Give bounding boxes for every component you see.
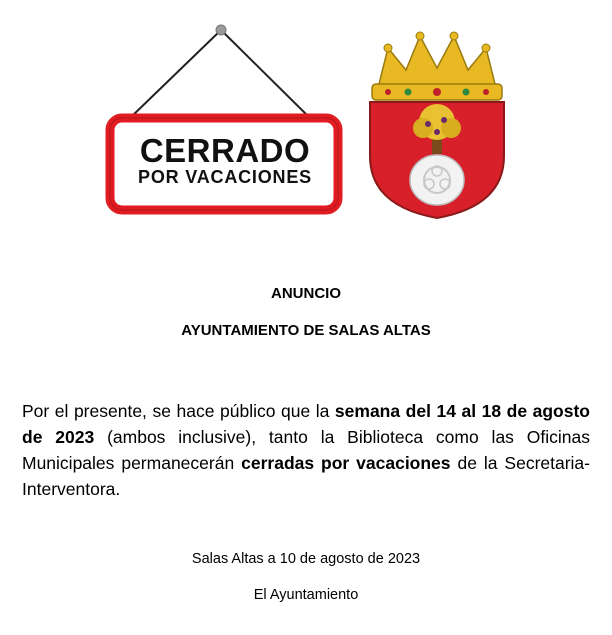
sign-off: El Ayuntamiento xyxy=(253,587,359,603)
date-line: Salas Altas a 10 de agosto de 2023 xyxy=(191,551,421,567)
sign-title: CERRADO xyxy=(139,132,311,169)
closed-sign xyxy=(100,22,350,222)
closed-sign-graphic xyxy=(100,22,350,222)
body-text-1: Por el presente, se hace público que la xyxy=(22,401,335,421)
announcement-subtitle: AYUNTAMIENTO DE SALAS ALTAS xyxy=(181,322,431,339)
body-text-2: (ambos inclusive), tanto la Biblioteca como las Oficinas Municipales permanecerán xyxy=(22,427,591,473)
stone-icon xyxy=(410,155,464,205)
sign-subtitle: POR VACACIONES xyxy=(138,167,312,187)
announcement-body xyxy=(22,398,590,502)
announcement-title: ANUNCIO xyxy=(271,285,341,302)
crown-icon xyxy=(372,32,502,100)
body-bold-closed: cerradas por vacaciones xyxy=(241,453,451,473)
municipal-coat-of-arms-icon xyxy=(358,28,516,220)
body-text-3: de la Secretaria-Interventora. xyxy=(22,453,590,499)
body-bold-dates: semana del 14 al 18 de agosto de 2023 xyxy=(22,401,590,447)
